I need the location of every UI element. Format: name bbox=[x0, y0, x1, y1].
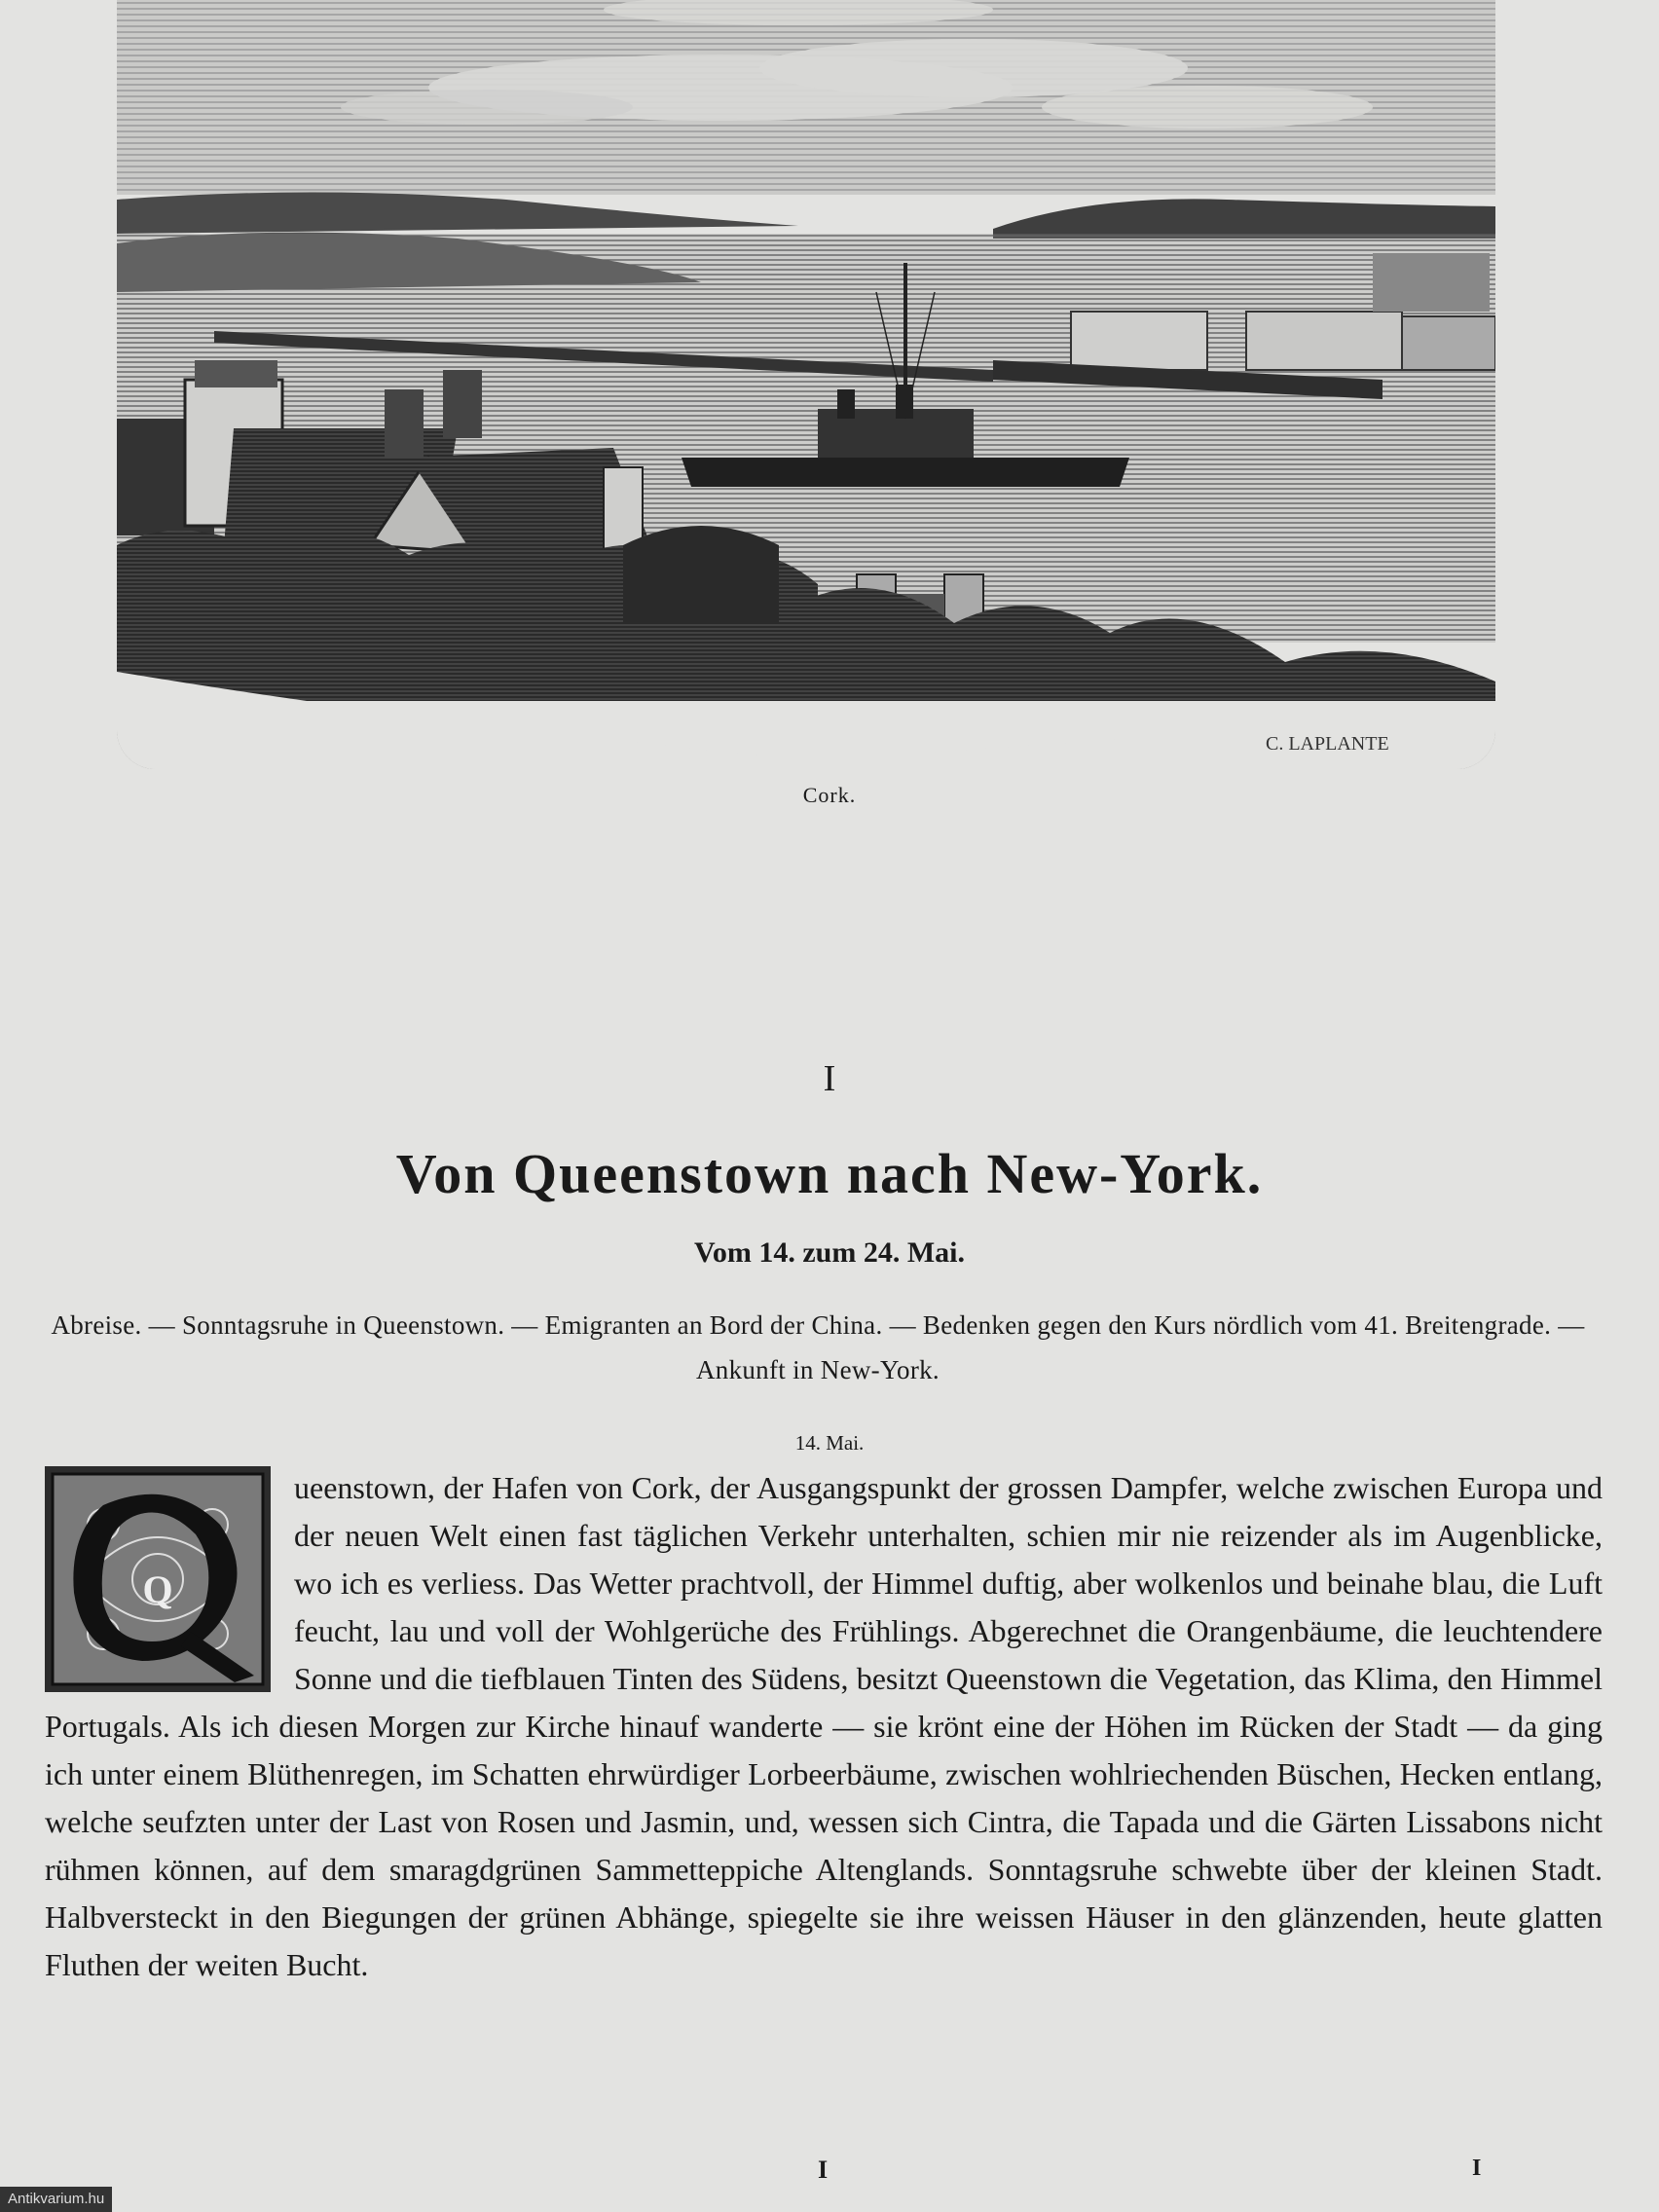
watermark: Antikvarium.hu bbox=[0, 2187, 112, 2212]
entry-date: 14. Mai. bbox=[794, 1431, 865, 1455]
chapter-title: Von Queenstown nach New-York. bbox=[395, 1142, 1264, 1205]
engraving-signature: C. LAPLANTE bbox=[1266, 733, 1389, 755]
dropcap-letter: Q bbox=[142, 1567, 173, 1611]
body-paragraph bbox=[45, 1464, 1603, 1989]
chapter-subtitle: Vom 14. zum 24. Mai. bbox=[693, 1236, 966, 1269]
ornamental-dropcap bbox=[45, 1466, 271, 1692]
chapter-synopsis: Abreise. — Sonntagsruhe in Queenstown. — Emigranten an Bord der China. — Bedenken gegen den Kurs nördlich vom 41. Breitengrade. — Ankunft in New-York. bbox=[51, 1310, 1585, 1384]
chapter-number: I bbox=[823, 1058, 836, 1099]
signature-mark: I bbox=[1472, 2156, 1482, 2181]
illustration-caption: Cork. bbox=[802, 783, 857, 807]
cork-harbour-engraving bbox=[117, 0, 1495, 769]
body-text: ueenstown, der Hafen von Cork, der Ausgangspunkt der grossen Dampfer, welche zwischen Europa und der neuen Welt einen fast täglichen Verkehr unterhalten, schien mir nie reizender als im Augenblicke, wo ich es verliess. Das Wetter prachtvoll, der Himmel duftig, aber wolkenlos und beinahe blau, die Luft feucht, lau und voll der Wohlgerüche des Frühlings. Abgerechnet die Orangenbäume, die leuchtendere Sonne und die tiefblauen Tinten des Südens, besitzt Queenstown die Vegetation, das Klima, den Himmel Portugals. Als ich diesen Morgen zur Kirche hinauf wanderte — sie krönt eine der Höhen im Rücken der Stadt — da ging ich unter einem Blüthenregen, im Schatten ehrwürdiger Lorbeerbäume, zwischen wohlriechenden Büschen, Hecken entlang, welche seufzten unter der Last von Rosen und Jasmin, und, wessen sich Cintra, die Tapada und die Gärten Lissabons nicht rühmen können, auf dem smaragdgrünen Sammetteppiche Altenglands. Sonntagsruhe schwebte über der kleinen Stadt. Halbversteckt in den Biegungen der grünen Abhänge, spiegelte sie ihre weissen Häuser in den glänzenden, heute glatten Fluthen der weiten Bucht. bbox=[45, 1470, 1603, 1982]
page-number: I bbox=[818, 2156, 829, 2184]
